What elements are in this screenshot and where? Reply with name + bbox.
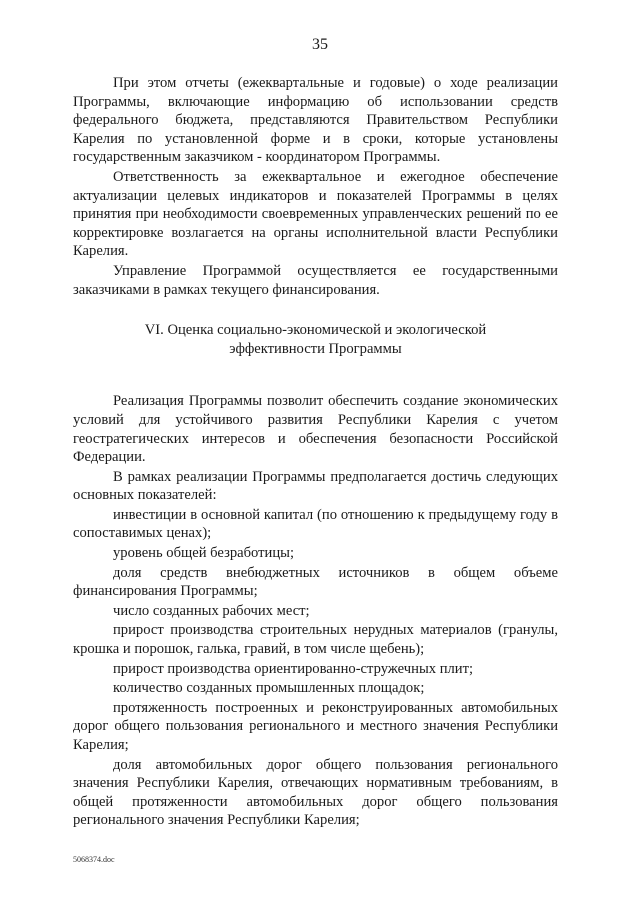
list-item: число созданных рабочих мест; — [113, 602, 310, 619]
list-item: доля средств внебюджетных источников в общем объеме финансирования Программы; — [73, 564, 558, 600]
paragraph-responsibility: Ответственность за ежеквартальное и ежегодное обеспечение актуализации целевых индикаторов и показателей Программы в целях принятия при необходимости своевременных управленческих решений по ее корректировке возлагается на органы исполнительной власти Республики Карелия. — [73, 168, 558, 260]
paragraph-implementation: Реализация Программы позволит обеспечить создание экономических условий для устойчивого развития Республики Карелия с учетом геостратегических интересов и обеспечения безопасности Российской Федерации. — [73, 393, 558, 466]
paragraph-management: Управление Программой осуществляется ее государственными заказчиками в рамках текущего финансирования. — [73, 262, 558, 298]
section-heading-line2: эффективности Программы — [229, 340, 402, 357]
list-item: доля автомобильных дорог общего пользования регионального значения Республики Карелия, отвечающих нормативным требованиям, в общей протяженности автомобильных дорог общего пользования регионального значения Республики Карелия; — [73, 756, 558, 829]
section-heading-line1: VI. Оценка социально-экономической и экологической — [144, 322, 487, 339]
list-item: уровень общей безработицы; — [113, 545, 294, 562]
paragraph-reports: При этом отчеты (ежеквартальные и годовые) о ходе реализации Программы, включающие информацию об использовании средств федерального бюджета, представляются Правительством Республики Карелия по установленной форме и в сроки, которые установлены государственным заказчиком - координатором Программы. — [73, 75, 558, 166]
list-item: количество созданных промышленных площадок; — [113, 680, 425, 697]
section-heading — [73, 321, 558, 358]
paragraph-indicators-intro: В рамках реализации Программы предполагается достичь следующих основных показателей: — [73, 468, 558, 504]
file-name-footer: 5068374.doc — [73, 855, 115, 864]
list-item: инвестиции в основной капитал (по отношению к предыдущему году в сопоставимых ценах); — [73, 506, 558, 542]
list-item: прирост производства ориентированно-стружечных плит; — [113, 660, 474, 677]
page-number: 35 — [312, 36, 328, 53]
document-body — [73, 74, 558, 831]
list-item: протяженность построенных и реконструированных автомобильных дорог общего пользования регионального и местного значения Республики Карелия; — [73, 699, 558, 753]
list-item: прирост производства строительных нерудных материалов (гранулы, крошка и порошок, галька, гравий, в том числе щебень); — [73, 622, 558, 658]
